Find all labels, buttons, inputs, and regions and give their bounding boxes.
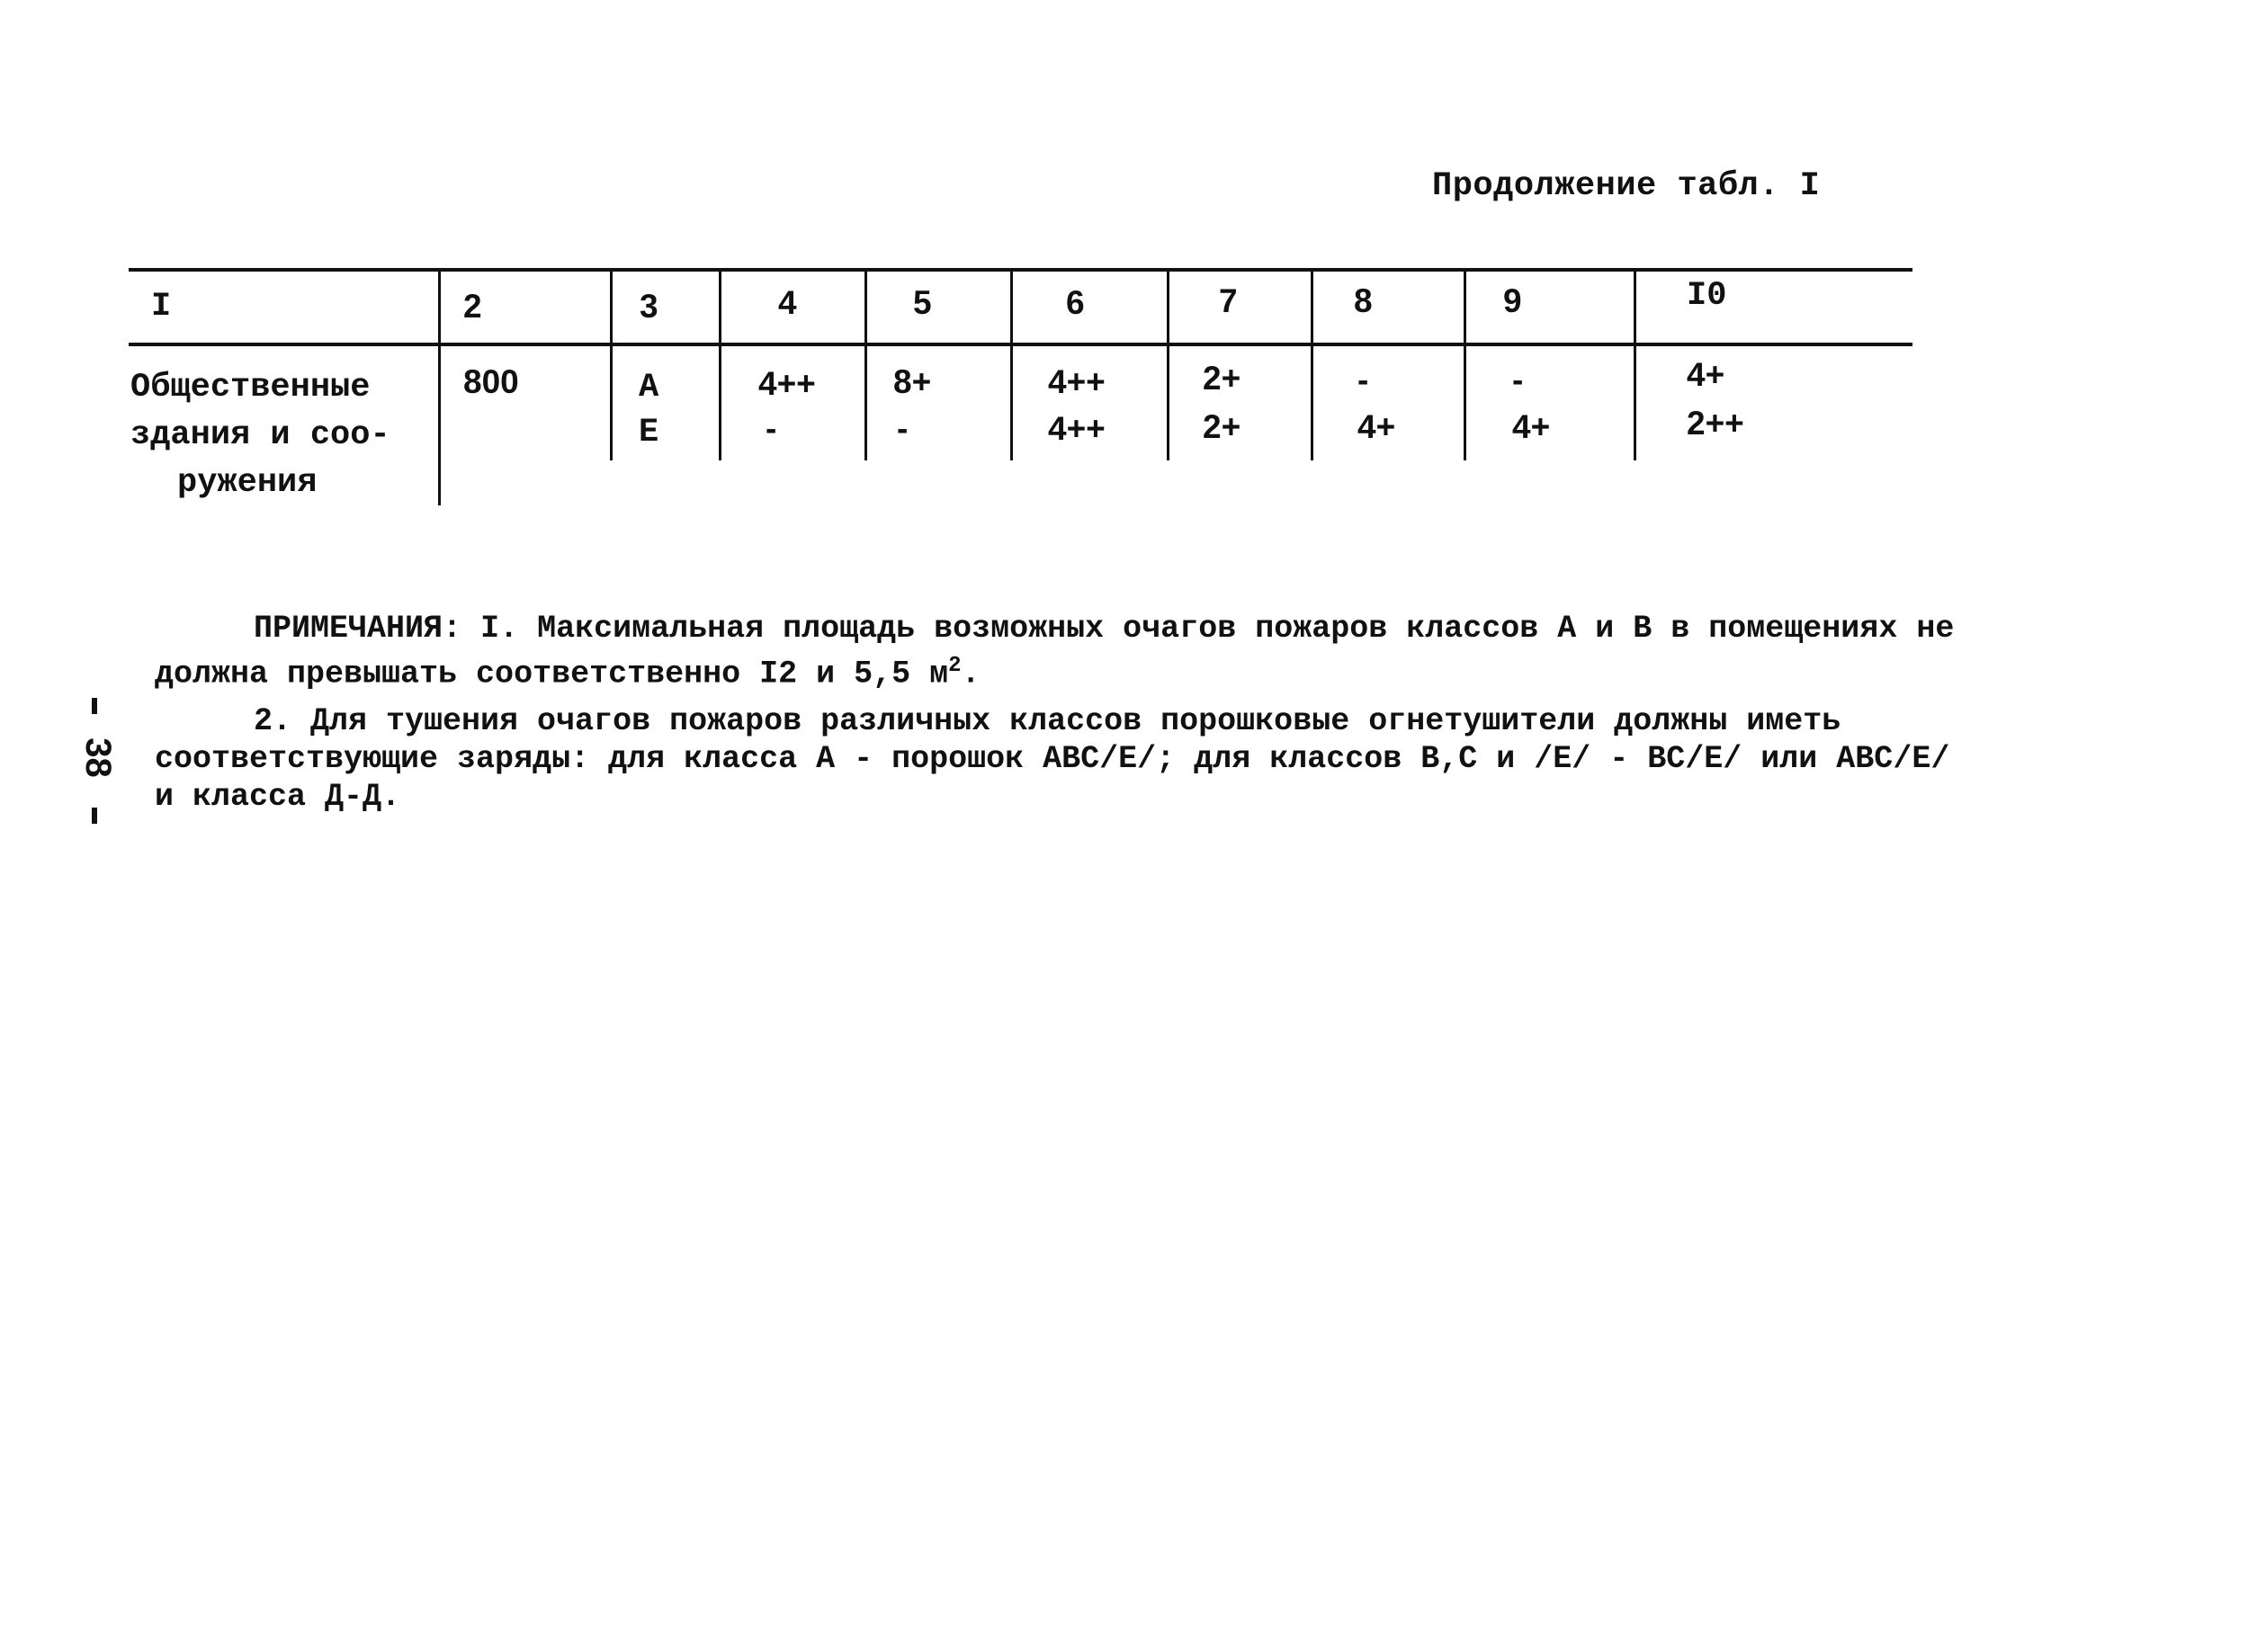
- header-col-9: 9: [1503, 282, 1522, 319]
- col6-value-e: 4++: [1048, 410, 1106, 447]
- notes-block: [155, 610, 1981, 816]
- column-divider: [1464, 272, 1466, 460]
- note-2: [155, 702, 1981, 816]
- note-1-text: I. Максимальная площадь возможных очагов пожаров классов А и В в помещениях не должна превышать соответственно I2 и 5,5 м: [155, 611, 1955, 692]
- header-col-4: 4: [778, 284, 797, 321]
- col10-value-e: 2++: [1687, 405, 1744, 442]
- col10-value-a: 4+: [1687, 356, 1725, 393]
- note-1-superscript: 2: [948, 654, 962, 678]
- page-number: 38: [77, 737, 118, 778]
- column-divider: [719, 272, 721, 460]
- header-col-2: 2: [463, 288, 482, 325]
- col7-value-a: 2+: [1203, 360, 1241, 397]
- col8-value-a: -: [1357, 362, 1369, 398]
- data-table: [129, 268, 1912, 511]
- header-col-7: 7: [1219, 282, 1238, 319]
- notes-label: ПРИМЕЧАНИЯ:: [254, 611, 462, 647]
- column-divider: [1311, 272, 1313, 460]
- column-divider: [1167, 272, 1169, 460]
- column-divider: [864, 272, 867, 460]
- row-name-line-3: ружения: [177, 464, 318, 502]
- header-col-5: 5: [913, 284, 932, 321]
- col4-value-a: 4++: [758, 365, 816, 402]
- column-divider: [438, 272, 441, 505]
- column-divider: [1634, 272, 1636, 460]
- column-divider: [1010, 272, 1013, 460]
- header-col-3: 3: [640, 288, 658, 325]
- header-col-10: I0: [1687, 277, 1727, 315]
- col8-value-e: 4+: [1357, 408, 1396, 445]
- header-col-8: 8: [1354, 282, 1373, 319]
- row-name-line-1: Общественные: [130, 369, 371, 406]
- area-value: 800: [463, 363, 519, 400]
- table-header-rule: [129, 343, 1912, 346]
- page-mark-tick: [92, 698, 97, 714]
- header-col-1: I: [151, 288, 172, 326]
- table-top-rule: [129, 268, 1912, 272]
- col9-value-a: -: [1512, 362, 1524, 398]
- col9-value-e: 4+: [1512, 408, 1551, 445]
- page-number-mark: [77, 698, 118, 824]
- row-name-line-2: здания и соо-: [130, 416, 390, 454]
- note-1-end: .: [961, 656, 981, 692]
- col7-value-e: 2+: [1203, 408, 1241, 445]
- header-col-6: 6: [1066, 284, 1085, 321]
- col6-value-a: 4++: [1048, 363, 1106, 400]
- col5-value-e: -: [897, 410, 909, 447]
- note-1: [155, 610, 1981, 693]
- col4-value-e: -: [766, 410, 777, 447]
- fire-class-e: Е: [639, 414, 659, 451]
- column-divider: [610, 272, 613, 460]
- table-continuation-label: Продолжение табл. I: [1432, 167, 1821, 205]
- fire-class-a: А: [639, 369, 659, 406]
- page-mark-tick: [92, 808, 97, 824]
- col5-value-a: 8+: [893, 363, 932, 400]
- note-2-text: 2. Для тушения очагов пожаров различных классов порошковые огнетушители должны иметь соответствующие заряды: для класса А - порошок АВС/Е/; для классов В,С и /Е/ - ВС/Е/ или АВС/Е/ и класса Д-Д.: [155, 702, 1950, 815]
